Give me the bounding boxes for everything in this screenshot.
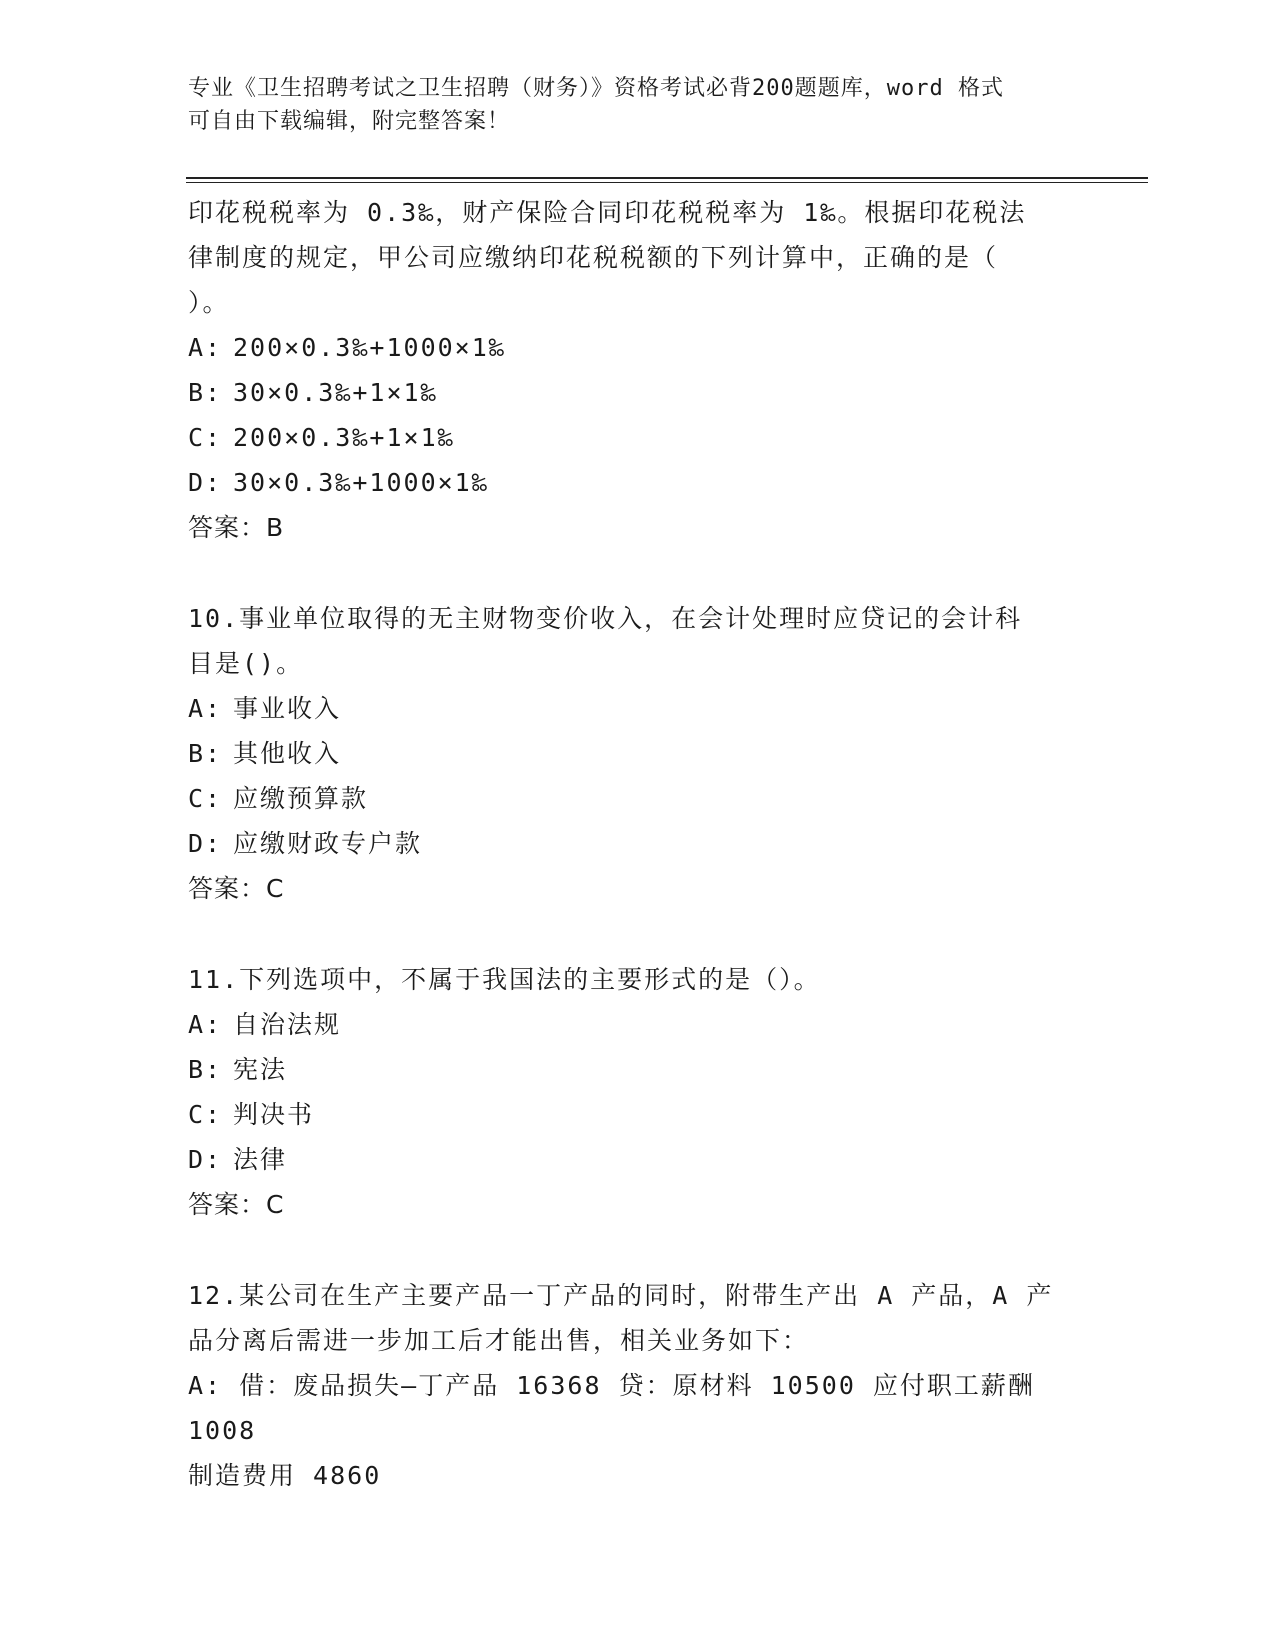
answer-line: 答案：C — [188, 874, 285, 903]
option-text: 判决书 — [233, 1100, 315, 1129]
question-stem-line: 品分离后需进一步加工后才能出售，相关业务如下： — [188, 1326, 810, 1355]
option-letter: D: — [188, 468, 223, 497]
question-stem-line: 律制度的规定，甲公司应缴纳印花税税额的下列计算中，正确的是（ — [188, 243, 999, 272]
question-stem-line: 12.某公司在生产主要产品一丁产品的同时，附带生产出 A 产品，A 产 — [188, 1281, 1054, 1310]
option-letter: B: — [188, 1055, 223, 1084]
option-b — [188, 731, 1088, 776]
option-text: 法律 — [233, 1145, 288, 1174]
option-text: 事业收入 — [233, 694, 342, 723]
option-a — [188, 1002, 1088, 1047]
option-text: 自治法规 — [233, 1010, 342, 1039]
option-letter: D: — [188, 1145, 223, 1174]
option-letter: C: — [188, 784, 223, 813]
option-text: 200×0.3‰+1000×1‰ — [233, 333, 506, 362]
header-line-1: 专业《卫生招聘考试之卫生招聘（财务）》资格考试必背200题题库，word 格式 — [188, 76, 1004, 101]
option-c — [188, 776, 1088, 821]
question-stem-line: 11.下列选项中，不属于我国法的主要形式的是（）。 — [188, 965, 821, 994]
option-text: 其他收入 — [233, 739, 342, 768]
option-text: 应缴预算款 — [233, 784, 369, 813]
option-text: 宪法 — [233, 1055, 288, 1084]
option-letter: A: — [188, 694, 223, 723]
question-stem-line: ）。 — [188, 288, 230, 317]
option-d — [188, 1137, 1088, 1182]
option-d — [188, 460, 1088, 505]
option-c — [188, 415, 1088, 460]
option-c — [188, 1092, 1088, 1137]
header-divider-top — [186, 177, 1148, 179]
option-text: 应缴财政专户款 — [233, 829, 423, 858]
option-d — [188, 821, 1088, 866]
option-b — [188, 1047, 1088, 1092]
option-a-continued: 制造费用 4860 — [188, 1461, 382, 1490]
option-text: 200×0.3‰+1×1‰ — [233, 423, 455, 452]
option-a — [188, 325, 1088, 370]
option-text: 30×0.3‰+1×1‰ — [233, 378, 438, 407]
header-line-2: 可自由下载编辑，附完整答案！ — [188, 109, 511, 134]
question-stem-line: 10.事业单位取得的无主财物变价收入，在会计处理时应贷记的会计科 — [188, 604, 1023, 633]
option-letter: B: — [188, 378, 223, 407]
option-b — [188, 370, 1088, 415]
answer-line: 答案：C — [188, 1190, 285, 1219]
question-9 — [188, 190, 1088, 550]
question-10 — [188, 596, 1088, 911]
option-letter: A: — [188, 333, 223, 362]
option-text: 30×0.3‰+1000×1‰ — [233, 468, 489, 497]
option-letter: B: — [188, 739, 223, 768]
question-stem-line: 目是()。 — [188, 649, 304, 678]
option-letter: C: — [188, 423, 223, 452]
answer-line: 答案：B — [188, 513, 285, 542]
option-letter: C: — [188, 1100, 223, 1129]
question-list — [188, 190, 1088, 1498]
question-12 — [188, 1273, 1088, 1498]
question-stem-line: 印花税税率为 0.3‰，财产保险合同印花税税率为 1‰。根据印花税法 — [188, 198, 1027, 227]
question-11 — [188, 957, 1088, 1227]
header-divider-bottom — [186, 182, 1148, 183]
option-a — [188, 686, 1088, 731]
option-letter: D: — [188, 829, 223, 858]
document-header — [188, 72, 1088, 138]
option-a: A: 借：废品损失—丁产品 16368 贷：原材料 10500 应付职工薪酬 1008 — [188, 1371, 1035, 1445]
option-letter: A: — [188, 1010, 223, 1039]
